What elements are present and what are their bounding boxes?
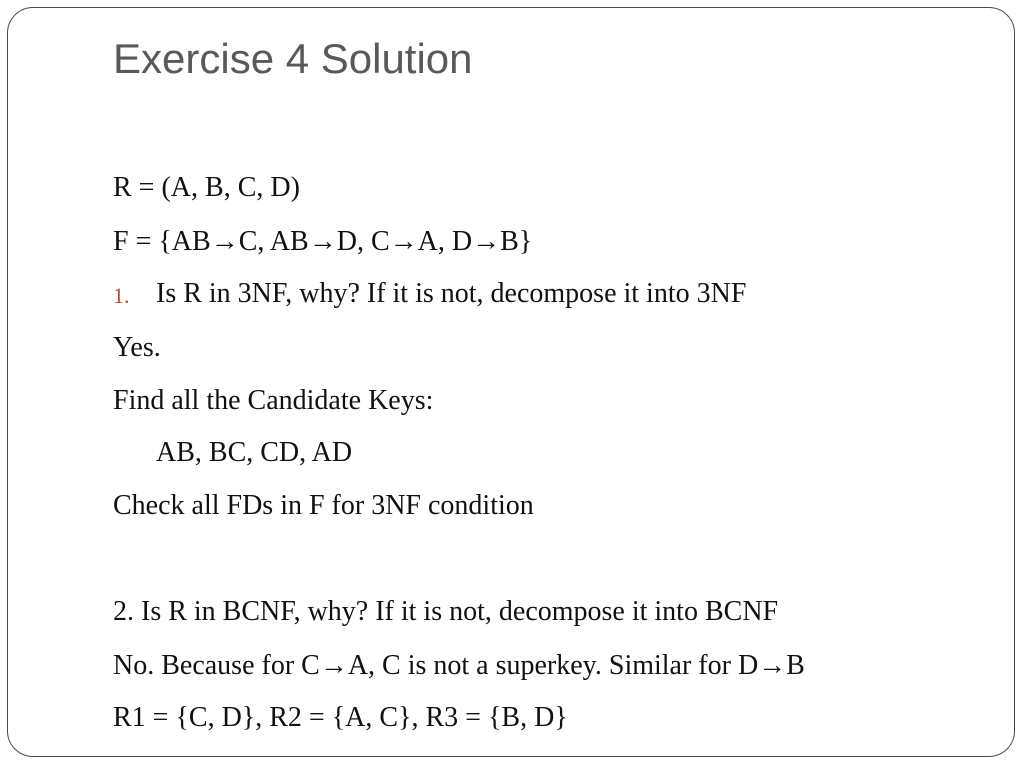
question-1-number: 1. [113,283,130,308]
question-2-line: 2. Is R in BCNF, why? If it is not, decompose it into BCNF [113,596,779,627]
relation-line: R = (A, B, C, D) [113,172,300,203]
question-1-text: Is R in 3NF, why? If it is not, decompose it into 3NF [156,278,747,309]
candidate-keys-line: AB, BC, CD, AD [156,437,353,468]
find-keys-line: Find all the Candidate Keys: [113,385,434,416]
decomposition-line: R1 = {C, D}, R2 = {A, C}, R3 = {B, D} [113,702,568,733]
answer-yes-line: Yes. [113,332,161,363]
check-fds-line: Check all FDs in F for 3NF condition [113,490,534,521]
slide-title: Exercise 4 Solution [113,35,473,82]
answer-no-line: No. Because for C→A, C is not a superkey. Similar for D→B [113,650,805,681]
slide-frame [7,7,1015,757]
functional-dependencies-line: F = {AB→C, AB→D, C→A, D→B} [113,226,533,257]
